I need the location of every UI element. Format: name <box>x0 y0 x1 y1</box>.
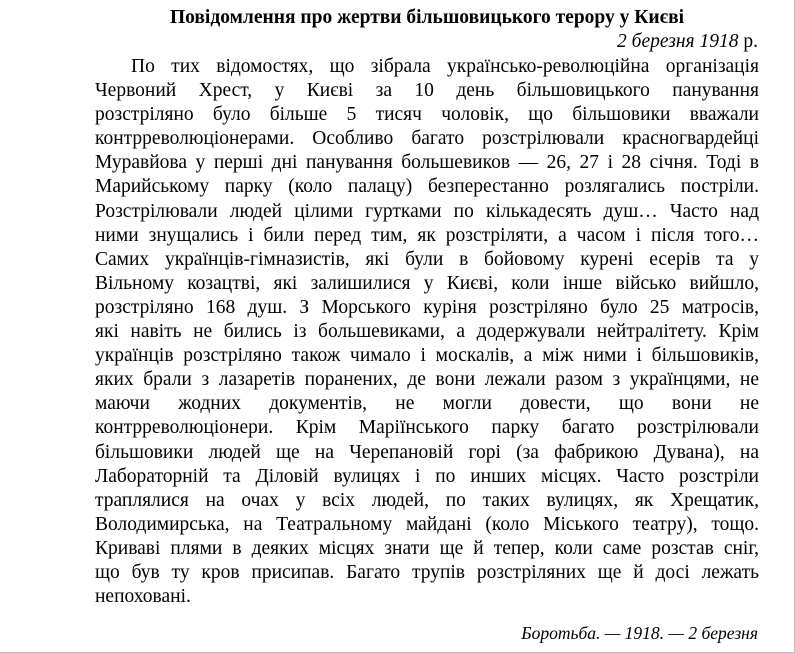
paragraph-line: Самих українців-гімназистів, які були в бойовому курені есерів та у <box>95 248 759 270</box>
paragraph-line: що був ту кров присипав. Багато трупів розстріляних ще й досі лежать <box>95 561 759 583</box>
body-paragraph <box>95 55 759 609</box>
paragraph-line: По тих відомостях, що зібрала українсько-революційна організація <box>131 56 759 77</box>
paragraph-line: Лабораторній та Діловій вулицях і по инших місцях. Часто розстріли <box>95 465 759 487</box>
date-text: 2 березня 1918 <box>617 31 739 52</box>
paragraph-line: більшовики людей ще на Черепановій горі (за фабрикою Дувана), на <box>95 441 759 463</box>
paragraph-line: маючи жодних документів, не могли довести, що вони не <box>95 393 759 415</box>
paragraph-line: Марийському парку (коло палацу) безперестанно розлягались постріли. <box>95 176 759 198</box>
paragraph-line: яких брали з лазаретів поранених, де вони лежали разом з українцями, не <box>95 369 759 391</box>
paragraph-line: Муравйова у перші дні панування большевиков — 26, 27 і 28 січня. Тоді в <box>95 152 759 174</box>
paragraph-line: непоховані. <box>95 586 191 608</box>
paragraph-line: українців розстріляно також чимало і москалів, а між ними і більшовиків, <box>95 345 759 367</box>
paragraph-line: Криваві плями в деяких місцях знати ще й тепер, коли саме розстав сніг, <box>95 537 759 559</box>
paragraph-line: Червоний Хрест, у Києві за 10 день більшовицького панування <box>95 80 759 102</box>
paragraph-line: Вільному козацтві, які залишилися у Києві, коли інше військо вийшло, <box>95 272 759 294</box>
paragraph-line: розстріляно було більше 5 тисяч чоловік, що більшовики вважали <box>95 104 759 126</box>
paragraph-line: контрреволюціонери. Крім Маріїнського парку багато розстрілювали <box>95 417 759 439</box>
paragraph-line: ними знущались і били перед тим, як розстріляти, а часом і після того… <box>95 224 759 246</box>
document-date <box>617 30 758 54</box>
paragraph-line: траплялися на очах у всіх людей, по таких вулицях, як Хрещатик, <box>95 489 759 511</box>
paragraph-line: Розстрілювали людей цілими гуртками по кількадесять душ… Часто над <box>95 200 759 222</box>
date-suffix: р. <box>738 31 758 52</box>
paragraph-line: Володимирська, на Театральному майдані (коло Міського театру), тощо. <box>95 513 759 535</box>
paragraph-line: розстріляно 168 душ. З Морського куріня розстріляно було 25 матросів, <box>95 296 759 318</box>
document-title: Повідомлення про жертви більшовицького терору у Києві <box>169 7 685 28</box>
paragraph-line: контрреволюціонерами. Особливо багато розстрілювали красногвардейці <box>95 128 759 150</box>
paragraph-line: які навіть не бились із большевиками, а додержували нейтралітету. Крім <box>95 321 759 343</box>
source-citation: Боротьба. — 1918. — 2 березня <box>521 623 758 643</box>
